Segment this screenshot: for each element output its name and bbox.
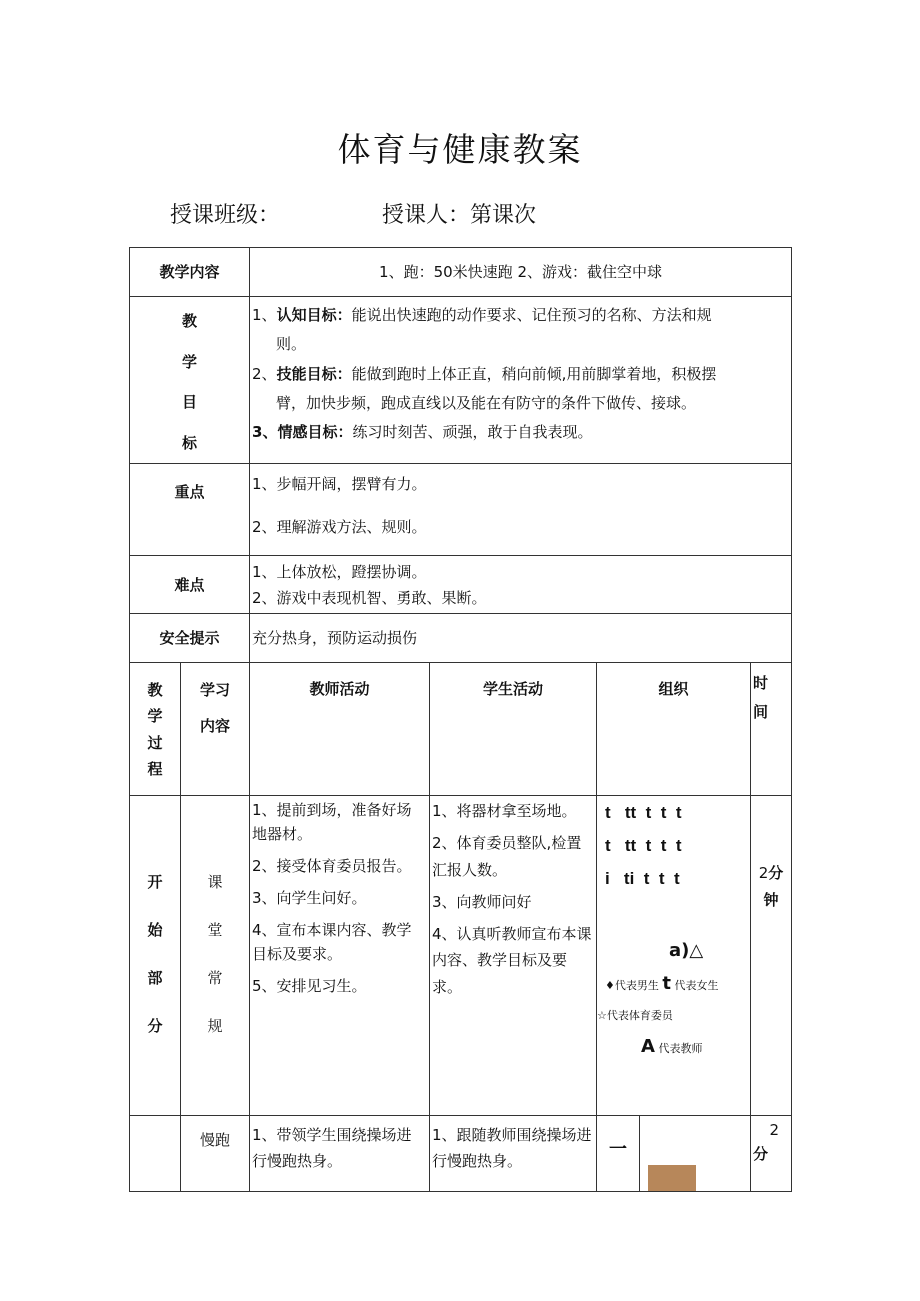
content-value: 1、跑：50米快速跑 2、游戏：截住空中球	[250, 248, 792, 297]
student-activity: 1、跟随教师围绕操场进行慢跑热身。	[432, 1126, 592, 1171]
teacher-activity: 2、接受体育委员报告。	[252, 857, 412, 875]
goal-text: 练习时刻苦、顽强，敢于自我表现。	[352, 423, 593, 441]
goals-label	[130, 297, 250, 464]
goal-name: 情感目标：	[277, 423, 353, 441]
student-header: 学生活动	[430, 663, 597, 796]
difficult-point: 1、上体放松，蹬摆协调。	[252, 563, 427, 581]
track-image-placeholder	[648, 1165, 696, 1191]
student-activity: 4、认真听教师宣布本课内容、教学目标及要求。	[432, 925, 592, 996]
jogging-row	[130, 1116, 792, 1192]
process-header-row	[130, 663, 792, 796]
start-stage-char: 分	[147, 1017, 163, 1035]
document-title: 体育与健康教案	[337, 130, 583, 169]
goal-item	[252, 360, 787, 419]
content-row	[130, 248, 792, 297]
start-content-char: 规	[207, 1017, 223, 1035]
lesson-plan-table	[129, 247, 792, 1192]
content-label: 教学内容	[130, 248, 250, 297]
legend-gender	[605, 970, 750, 999]
time-unit: 分	[753, 1145, 769, 1163]
teacher-label: 授课人：第课次	[382, 203, 537, 228]
legend-a-symbol: A	[641, 1035, 655, 1057]
stage-header-char: 程	[147, 759, 163, 778]
teacher-triangle-mark: a)△	[669, 940, 704, 962]
goal-num: 2、	[252, 364, 277, 383]
goals-row	[130, 297, 792, 464]
key-point: 2、理解游戏方法、规则。	[252, 518, 427, 536]
jogging-stage	[130, 1116, 181, 1192]
time-header	[751, 663, 792, 796]
teacher-activity: 1、提前到场，准备好场地器材。	[252, 801, 412, 843]
class-label: 授课班级：	[170, 203, 281, 228]
legend-girl: 代表女生	[674, 979, 719, 993]
difficult-point: 2、游戏中表现机智、勇敢、果断。	[252, 589, 487, 608]
legend-teacher	[641, 1033, 750, 1062]
learn-header	[181, 663, 250, 796]
stage-header-char: 教	[147, 681, 163, 699]
time-number: 2	[758, 864, 769, 882]
subtitle-line	[170, 198, 536, 229]
time-number: 2	[769, 1121, 780, 1139]
start-student-activities	[430, 796, 597, 1116]
time-header-char: 时	[753, 674, 769, 692]
key-row	[130, 464, 792, 556]
goal-item	[252, 301, 787, 360]
jogging-org-mark: 一	[597, 1116, 640, 1191]
formation-row: t tt t t t	[605, 836, 682, 856]
jogging-teacher-activity	[250, 1116, 430, 1192]
difficult-label: 难点	[130, 556, 250, 614]
goal-text: 能说出快速跑的动作要求、记住预习的名称、方法和规	[351, 306, 712, 324]
goal-cont: 臂，加快步频，跑成直线以及能在有防守的条件下做传、接球。	[276, 393, 697, 412]
time-unit-2: 钟	[763, 891, 779, 909]
time-header-char: 间	[753, 703, 769, 722]
goal-cont: 则。	[276, 335, 307, 354]
goals-label-char: 目	[182, 393, 198, 411]
jogging-organization	[597, 1116, 751, 1192]
goal-name: 认知目标：	[276, 306, 352, 324]
legend-teacher-text: 代表教师	[658, 1041, 703, 1055]
legend-t-symbol: t	[662, 973, 671, 995]
start-stage-char: 始	[147, 921, 163, 939]
teacher-activity: 1、带领学生围绕操场进行慢跑热身。	[252, 1126, 412, 1171]
stage-header-char: 学	[147, 707, 163, 726]
start-organization	[597, 796, 751, 1116]
key-point: 1、步幅开阔，摆臂有力。	[252, 475, 427, 493]
teacher-activity: 5、安排见习生。	[252, 977, 367, 995]
teacher-header: 教师活动	[250, 663, 430, 796]
goal-item	[252, 418, 787, 447]
goals-label-char: 教	[182, 312, 198, 330]
learn-header-line: 学习	[200, 681, 231, 699]
start-time	[751, 796, 792, 1116]
student-activity: 1、将器材拿至场地。	[432, 802, 577, 820]
start-content-char: 课	[207, 873, 223, 891]
student-activity: 2、体育委员整队,检置汇报人数。	[432, 834, 582, 879]
org-header: 组织	[597, 663, 751, 796]
goal-num: 1、	[252, 306, 277, 324]
stage-header	[130, 663, 181, 796]
teacher-activity: 3、向学生问好。	[252, 889, 367, 907]
time-unit: 分	[768, 864, 784, 882]
start-stage	[130, 796, 181, 1116]
start-section-row	[130, 796, 792, 1116]
start-content-char: 常	[207, 969, 223, 987]
legend-monitor: ☆代表体育委员	[597, 1009, 673, 1023]
jogging-time	[751, 1116, 792, 1192]
start-teacher-activities	[250, 796, 430, 1116]
difficult-row	[130, 556, 792, 614]
start-content-char: 堂	[207, 921, 223, 939]
formation-row: t tt t t t	[605, 803, 682, 822]
safety-value: 充分热身，预防运动损伤	[250, 614, 792, 663]
jogging-org-diagram	[640, 1116, 750, 1191]
difficult-points	[250, 556, 792, 614]
legend-boy: ♦代表男生	[605, 979, 659, 993]
start-time-value	[751, 860, 791, 887]
start-stage-char: 开	[147, 873, 163, 891]
goal-name: 技能目标：	[276, 364, 352, 383]
start-stage-char: 部	[147, 969, 163, 987]
goal-num: 3、	[252, 423, 278, 441]
goal-text: 能做到跑时上体正直，稍向前倾,用前脚掌着地，积极摆	[351, 364, 717, 383]
jogging-content: 慢跑	[181, 1116, 250, 1192]
learn-header-line: 内容	[200, 716, 231, 735]
student-activity: 3、向教师问好	[432, 892, 532, 911]
goals-label-char: 标	[182, 433, 198, 452]
formation-row: i ti t t t	[605, 869, 680, 889]
teacher-activity: 4、宣布本课内容、教学目标及要求。	[252, 921, 412, 963]
goals-label-char: 学	[182, 352, 198, 371]
goals-list	[250, 297, 792, 464]
stage-header-char: 过	[147, 733, 163, 752]
start-content	[181, 796, 250, 1116]
key-label: 重点	[130, 464, 250, 556]
key-points	[250, 464, 792, 556]
safety-row	[130, 614, 792, 663]
safety-label: 安全提示	[130, 614, 250, 663]
jogging-student-activity	[430, 1116, 597, 1192]
